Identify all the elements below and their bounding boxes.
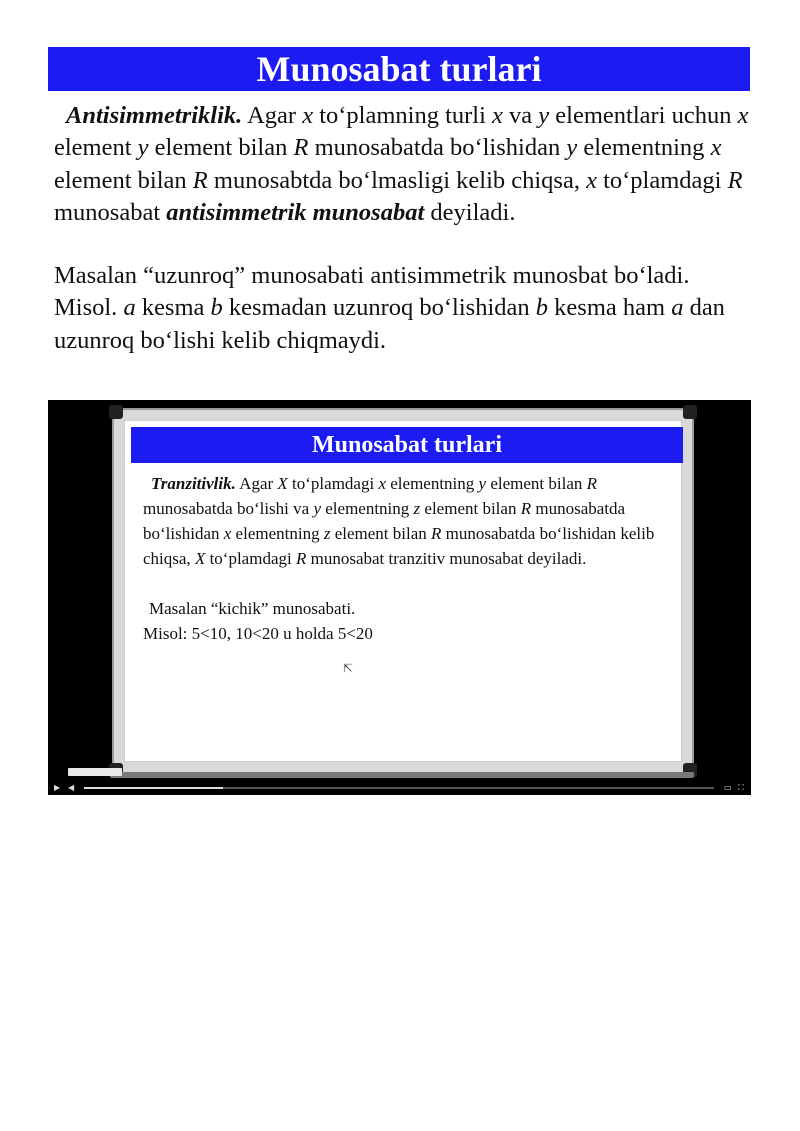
- example-misol: [54, 292, 754, 357]
- term-transitivity: Tranzitivlik.: [151, 474, 236, 493]
- text-run: munosabatda bo‘lishidan kelib chiqsa,: [143, 524, 655, 568]
- var-x: x: [586, 166, 597, 194]
- text-run: to‘plamdagi: [596, 166, 728, 194]
- video-controls: [48, 781, 751, 795]
- fullscreen-icon[interactable]: ⛶: [738, 783, 744, 792]
- var-a: a: [123, 294, 136, 322]
- text-run: to‘plamning turli: [313, 102, 493, 129]
- var-x: x: [223, 524, 232, 543]
- text-run: deyiladi.: [424, 198, 516, 226]
- text-run: element: [54, 134, 138, 162]
- var-x: x: [737, 102, 749, 129]
- var-r: R: [727, 166, 743, 194]
- var-x: x: [492, 102, 503, 129]
- text-run: munosabatda bo‘lishidan: [308, 134, 567, 162]
- main-text: [54, 100, 754, 357]
- var-y: y: [478, 474, 487, 493]
- text-run: munosabatda bo‘lishidan: [143, 499, 626, 543]
- page-title: Munosabat turlari: [48, 47, 750, 91]
- slide-text: [143, 471, 683, 646]
- var-r: R: [293, 134, 309, 162]
- var-R: R: [431, 524, 442, 543]
- whiteboard: [112, 408, 694, 774]
- text-run: element bilan: [148, 134, 294, 162]
- text-run: kesma: [135, 294, 211, 322]
- var-y: y: [313, 499, 321, 518]
- var-x: x: [710, 134, 722, 162]
- progress-fill: [84, 787, 223, 789]
- text-run: elementning: [231, 524, 324, 543]
- text-run: elementning: [577, 134, 711, 162]
- text-run: munosabat tranzitiv munosabat deyiladi.: [306, 549, 587, 568]
- var-X: X: [277, 474, 288, 493]
- term-antisymmetry: Antisimmetriklik.: [66, 102, 243, 129]
- board-surface: [124, 420, 682, 762]
- text-run: munosabat: [54, 198, 167, 226]
- slide-example-misol: Misol: 5<10, 10<20 u holda 5<20: [143, 624, 373, 643]
- var-y: y: [566, 134, 578, 162]
- play-icon[interactable]: ▶: [54, 783, 61, 792]
- progress-bar[interactable]: [84, 787, 714, 789]
- mouse-cursor-icon: ⇱: [343, 661, 354, 675]
- text-run: element bilan: [330, 524, 432, 543]
- var-r: R: [192, 166, 208, 194]
- text-run: to‘plamdagi: [287, 474, 379, 493]
- var-z: z: [413, 499, 421, 518]
- var-a: a: [671, 294, 684, 322]
- captions-icon[interactable]: ▭: [724, 783, 732, 792]
- text-run: Agar: [242, 102, 303, 129]
- var-R: R: [520, 499, 532, 518]
- transitivity-paragraph: [143, 471, 683, 571]
- volume-icon[interactable]: ◀: [68, 783, 75, 792]
- var-y: y: [137, 134, 149, 162]
- board-tray: [110, 772, 694, 778]
- var-z: z: [323, 524, 331, 543]
- var-x: x: [378, 474, 386, 493]
- var-x: x: [302, 102, 314, 129]
- text-run: dan uzunroq bo‘lishi kelib chiqmaydi.: [54, 294, 725, 354]
- text-run: element bilan: [486, 474, 587, 493]
- var-y: y: [538, 102, 550, 129]
- text-run: Agar: [235, 474, 278, 493]
- var-R: R: [295, 549, 307, 568]
- text-run: Misol.: [54, 294, 124, 322]
- text-run: to‘plamdagi: [205, 549, 296, 568]
- caption-chip: [68, 768, 122, 776]
- board-corner: [109, 405, 123, 419]
- board-corner: [683, 405, 697, 419]
- var-X: X: [194, 549, 206, 568]
- text-run: munosabtda bo‘lmasligi kelib chiqsa,: [207, 166, 587, 194]
- text-run: va: [502, 102, 539, 129]
- text-run: element bilan: [54, 166, 193, 194]
- slide-title: Munosabat turlari: [131, 427, 683, 463]
- text-run: element bilan: [420, 499, 521, 518]
- antisymmetry-paragraph: [54, 100, 754, 229]
- var-b: b: [210, 294, 223, 322]
- text-run: kesma ham: [548, 294, 672, 322]
- text-run: elementning: [321, 499, 414, 518]
- slide-example: [143, 596, 683, 646]
- text-run: kesmadan uzunroq bo‘lishidan: [222, 294, 536, 322]
- video-player[interactable]: [48, 400, 751, 795]
- var-b: b: [535, 294, 549, 322]
- definition-term: antisimmetrik munosabat: [166, 198, 425, 226]
- text-run: elementlari uchun: [549, 102, 738, 129]
- text-run: elementning: [386, 474, 479, 493]
- example-line: Masalan “uzunroq” munosabati antisimmetrik munosbat bo‘ladi.: [54, 262, 690, 290]
- example-paragraph: [54, 260, 754, 357]
- text-run: munosabatda bo‘lishi va: [143, 499, 314, 518]
- var-R: R: [586, 474, 598, 493]
- slide-example-line: Masalan “kichik” munosabati.: [149, 599, 356, 618]
